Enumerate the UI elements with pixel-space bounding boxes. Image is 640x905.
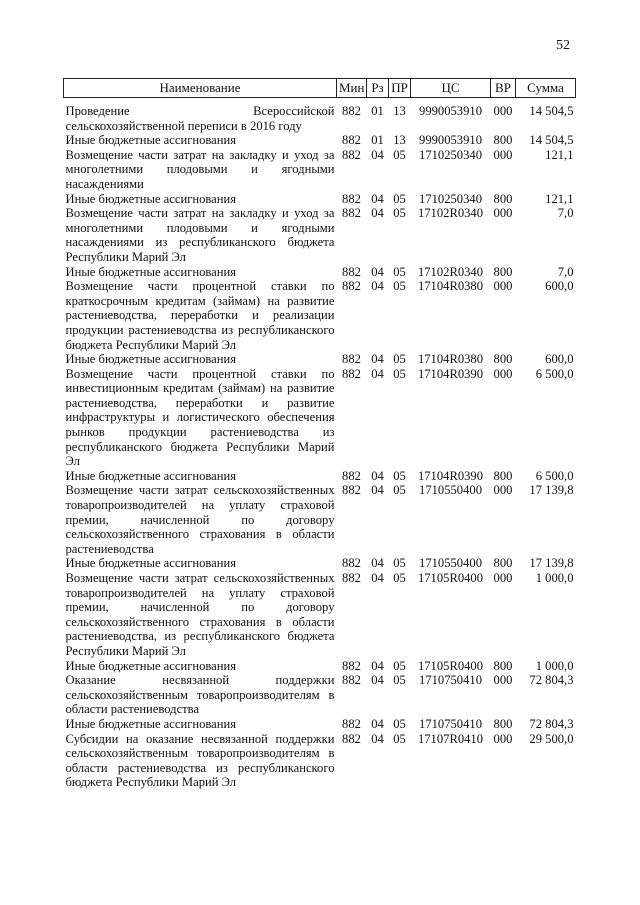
row-sum: 600,0: [545, 279, 574, 294]
row-sum: 14 504,5: [529, 133, 574, 148]
row-cs: 1710550400: [419, 556, 482, 571]
row-vr: 000: [493, 366, 513, 381]
row-sum: 29 500,0: [529, 731, 574, 746]
row-pr: 05: [393, 352, 406, 367]
row-min: 882: [342, 673, 361, 688]
page-number: 52: [556, 38, 570, 53]
row-min: 882: [342, 147, 361, 162]
row-rz: 04: [371, 571, 384, 585]
row-min: 882: [342, 279, 361, 294]
row-rz: 04: [371, 731, 384, 746]
table-row: [64, 206, 576, 264]
row-min: 882: [342, 571, 361, 585]
row-min: 882: [342, 658, 361, 673]
header-pr: ПР: [389, 79, 411, 98]
table-header-row: [64, 79, 576, 98]
row-rz: 04: [371, 147, 384, 162]
row-rz: 04: [371, 191, 384, 206]
row-min: 882: [342, 468, 361, 483]
table-row: [64, 98, 576, 134]
row-name: Возмещение части затрат сельскохозяйственных товаропроизводителей на уплату страховой премии, начисленной по договору сельскохозяйственного страхования в области растениеводства: [65, 483, 335, 556]
row-min: 882: [342, 191, 361, 206]
header-name: Наименование: [64, 79, 337, 98]
header-vr: ВР: [491, 79, 516, 98]
row-pr: 05: [393, 483, 406, 498]
row-sum: 17 139,8: [529, 556, 574, 571]
row-min: 882: [342, 264, 361, 279]
row-cs: 17104R0390: [417, 468, 484, 483]
row-min: 882: [342, 716, 361, 731]
row-name: Иные бюджетные ассигнования: [65, 716, 237, 731]
row-cs: 9990053910: [419, 133, 482, 148]
row-min: 882: [342, 206, 361, 221]
row-cs: 9990053910: [419, 104, 482, 118]
row-pr: 05: [393, 673, 406, 688]
row-sum: 1 000,0: [535, 571, 574, 585]
row-pr: 05: [393, 468, 406, 483]
row-name: Субсидии на оказание несвязанной поддержки сельскохозяйственным товаропроизводителям в области растениеводства из республиканского бюджета Республики Марий Эл: [65, 731, 335, 790]
table-row: [64, 732, 576, 790]
row-pr: 05: [393, 571, 406, 585]
row-cs: 17105R0400: [417, 658, 484, 673]
table-row: [64, 571, 576, 659]
row-vr: 800: [493, 133, 513, 148]
row-rz: 04: [371, 556, 384, 571]
table-row: [64, 148, 576, 192]
row-name: Иные бюджетные ассигнования: [65, 352, 237, 367]
row-cs: 1710250340: [419, 147, 482, 162]
row-cs: 1710550400: [419, 483, 482, 498]
table-row: [64, 352, 576, 367]
table-row: [64, 367, 576, 469]
table-body: [64, 98, 576, 790]
row-rz: 04: [371, 658, 384, 673]
row-rz: 04: [371, 673, 384, 688]
row-pr: 05: [393, 206, 406, 221]
table-row: [64, 673, 576, 717]
row-sum: 1 000,0: [535, 658, 574, 673]
row-sum: 72 804,3: [529, 716, 574, 731]
row-rz: 04: [371, 366, 384, 381]
row-cs: 17102R0340: [417, 206, 484, 221]
row-sum: 121,1: [545, 147, 574, 162]
row-cs: 17102R0340: [417, 264, 484, 279]
row-name: Возмещение части процентной ставки по краткосрочным кредитам (займам) на развитие растениеводства, переработки и реализации продукции растениеводства из республиканского бюджета Республики Марий Эл: [65, 279, 335, 352]
row-rz: 04: [371, 483, 384, 498]
row-min: 882: [342, 556, 361, 571]
row-sum: 600,0: [545, 352, 574, 367]
row-pr: 05: [393, 658, 406, 673]
row-min: 882: [342, 104, 361, 118]
row-rz: 04: [371, 279, 384, 294]
table-row: [64, 265, 576, 280]
row-vr: 000: [493, 571, 513, 585]
row-min: 882: [342, 366, 361, 381]
row-name: Иные бюджетные ассигнования: [65, 264, 237, 279]
row-vr: 000: [493, 673, 513, 688]
row-pr: 13: [393, 104, 406, 118]
row-vr: 000: [493, 483, 513, 498]
row-name: Иные бюджетные ассигнования: [65, 468, 237, 483]
row-pr: 05: [393, 191, 406, 206]
table-row: [64, 556, 576, 571]
row-cs: 1710250340: [419, 191, 482, 206]
row-name: Возмещение части процентной ставки по инвестиционным кредитам (займам) на развитие растениеводства, переработки и развитие инфраструктуры и логистического обеспечения рынков продукции растениеводства из республиканского бюджета Республики Марий Эл: [65, 366, 335, 469]
row-pr: 13: [393, 133, 406, 148]
row-vr: 000: [493, 279, 513, 294]
row-rz: 01: [371, 104, 384, 118]
budget-table: [63, 78, 576, 790]
row-vr: 800: [493, 352, 513, 367]
row-vr: 000: [493, 147, 513, 162]
row-sum: 7,0: [557, 264, 574, 279]
row-pr: 05: [393, 716, 406, 731]
row-name: Возмещение части затрат сельскохозяйственных товаропроизводителей на уплату страховой премии, начисленной по договору сельскохозяйственного страхования в области растениеводства, из республиканского бюджета Республики Марий Эл: [65, 571, 335, 658]
table-row: [64, 469, 576, 484]
row-cs: 17107R0410: [417, 731, 484, 746]
row-name: Возмещение части затрат на закладку и уход за многолетними плодовыми и ягодными насаждениями из республиканского бюджета Республики Марий Эл: [65, 206, 335, 264]
table-row: [64, 192, 576, 207]
row-rz: 04: [371, 716, 384, 731]
row-name: Проведение Всероссийской сельскохозяйственной переписи в 2016 году: [65, 104, 335, 133]
row-cs: 17105R0400: [417, 571, 484, 585]
row-rz: 01: [371, 133, 384, 148]
row-sum: 72 804,3: [529, 673, 574, 688]
row-pr: 05: [393, 556, 406, 571]
row-vr: 800: [493, 264, 513, 279]
row-cs: 1710750410: [419, 716, 482, 731]
row-vr: 800: [493, 191, 513, 206]
row-pr: 05: [393, 264, 406, 279]
row-rz: 04: [371, 206, 384, 221]
row-vr: 000: [493, 104, 513, 118]
row-pr: 05: [393, 731, 406, 746]
row-sum: 14 504,5: [529, 104, 574, 118]
row-sum: 17 139,8: [529, 483, 574, 498]
row-sum: 6 500,0: [535, 366, 574, 381]
row-cs: 17104R0390: [417, 366, 484, 381]
row-pr: 05: [393, 366, 406, 381]
row-rz: 04: [371, 264, 384, 279]
header-rz: Рз: [367, 79, 389, 98]
row-name: Возмещение части затрат на закладку и уход за многолетними плодовыми и ягодными насаждениями: [65, 147, 335, 191]
row-name: Иные бюджетные ассигнования: [65, 191, 237, 206]
row-vr: 000: [493, 731, 513, 746]
table-row: [64, 279, 576, 352]
row-vr: 000: [493, 206, 513, 221]
row-pr: 05: [393, 147, 406, 162]
row-cs: 1710750410: [419, 673, 482, 688]
row-vr: 800: [493, 556, 513, 571]
row-min: 882: [342, 352, 361, 367]
table-row: [64, 483, 576, 556]
row-cs: 17104R0380: [417, 352, 484, 367]
header-cs: ЦС: [411, 79, 491, 98]
row-sum: 121,1: [545, 191, 574, 206]
row-vr: 800: [493, 658, 513, 673]
row-pr: 05: [393, 279, 406, 294]
row-name: Иные бюджетные ассигнования: [65, 556, 237, 571]
row-rz: 04: [371, 352, 384, 367]
row-vr: 800: [493, 716, 513, 731]
row-min: 882: [342, 731, 361, 746]
row-cs: 17104R0380: [417, 279, 484, 294]
header-min: Мин: [337, 79, 367, 98]
row-name: Иные бюджетные ассигнования: [65, 658, 237, 673]
row-name: Иные бюджетные ассигнования: [65, 133, 237, 148]
row-rz: 04: [371, 468, 384, 483]
table-row: [64, 659, 576, 674]
row-sum: 6 500,0: [535, 468, 574, 483]
table-row: [64, 717, 576, 732]
row-min: 882: [342, 133, 361, 148]
row-sum: 7,0: [557, 206, 574, 221]
table-row: [64, 133, 576, 148]
row-min: 882: [342, 483, 361, 498]
header-sum: Сумма: [516, 79, 576, 98]
row-vr: 800: [493, 468, 513, 483]
row-name: Оказание несвязанной поддержки сельскохозяйственным товаропроизводителям в области растениеводства: [65, 673, 335, 717]
